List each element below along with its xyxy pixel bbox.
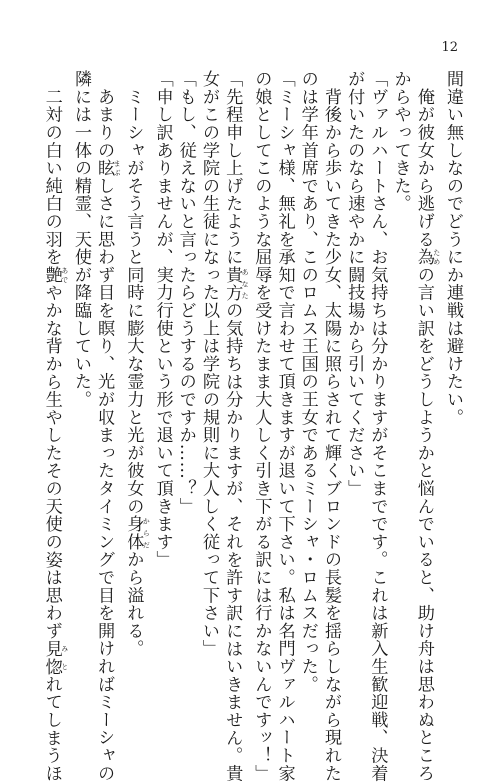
text-line [441, 70, 464, 670]
text-line [197, 70, 220, 670]
page-number: 12 [441, 40, 458, 55]
text-segment: から溢れる。 [123, 550, 144, 658]
text-segment: 背後から歩いてきた少女、太陽に照らされて輝くブロンドの長髪を揺らしながら現れた [320, 70, 341, 782]
text-segment: が付いたのなら速やかに闘技場から引いてください」 [344, 70, 365, 498]
text-segment: しさに思わず目を瞑り、光が収まったタイミングで目を開ければミーシャの [94, 176, 115, 782]
ruby-base: 見惚 [41, 639, 62, 676]
text-segment: ミーシャがそう言うと同時に膨大な霊力と光が彼女の [123, 70, 144, 515]
text-segment: 「先程申し上げたように [222, 70, 243, 266]
text-line [92, 70, 122, 782]
text-segment: からやってきた。 [390, 70, 411, 213]
text-segment: 隣には一体の精霊、天使が降臨していた。 [70, 70, 91, 409]
ruby-word [41, 639, 69, 676]
ruby-reading: ため [432, 248, 441, 266]
text-segment: 「もし、従えないと言ったらどうするのですか……？」 [175, 70, 196, 515]
text-line [150, 70, 173, 670]
text-segment: やかな背から生やしたその天使の姿は思わず [41, 283, 62, 640]
text-line [412, 70, 441, 782]
text-segment: 間違い無しなのでどうにか連戦は避けたい。 [443, 70, 463, 426]
text-segment: 二対の白い純白の羽を [41, 70, 62, 266]
text-line [121, 70, 150, 670]
text-segment: 「申し訳ありませんが、実力行使という形で退いて頂きます」 [152, 70, 173, 569]
text-line [249, 70, 272, 782]
text-line [319, 70, 342, 782]
text-line [388, 70, 411, 670]
text-line [296, 70, 319, 693]
text-line [40, 70, 69, 782]
ruby-base: 貴方 [222, 265, 243, 302]
text-segment: 女がこの学院の生徒になった以上は学院の規則に大人しく従って下さい」 [198, 70, 219, 658]
ruby-word [41, 265, 69, 284]
ruby-word [222, 265, 250, 302]
text-line [272, 70, 295, 782]
body-text [40, 70, 464, 782]
text-segment: の娘としてこのような屈辱を受けたまま大人しく引き下がる訳には行かないんですッ！」 [251, 70, 272, 782]
ruby-word [94, 159, 122, 177]
ruby-word [413, 248, 441, 266]
ruby-base: 身体 [123, 515, 144, 551]
text-line [365, 70, 388, 782]
ruby-reading: まぶ [113, 159, 122, 177]
text-segment: 俺が彼女から逃げる [413, 70, 434, 248]
ruby-base: 艶 [41, 265, 62, 284]
text-segment: れてしまうほ [41, 675, 62, 782]
text-line [220, 70, 250, 782]
text-segment: あまりの [94, 70, 115, 159]
text-segment: 「ヴァルハートさん、お気持ちは分かりますがそこまでです。これは新入生歓迎戦、決着 [367, 70, 388, 782]
text-segment: の言い訳をどうしようかと悩んでいると、助け舟は思わぬところ [413, 265, 434, 782]
ruby-base: 眩 [94, 159, 115, 177]
text-line [69, 70, 92, 670]
ruby-reading: みと [60, 639, 69, 676]
text-segment: 「ミーシャ様、無礼を承知で言わせて頂きますが退いて下さい。私は名門ヴァルハート家 [274, 70, 295, 782]
ruby-reading: あなた [241, 265, 250, 302]
text-line [342, 70, 365, 670]
text-line [174, 70, 197, 670]
ruby-word [123, 515, 151, 551]
ruby-reading: からだ [142, 515, 151, 551]
ruby-reading: あで [60, 265, 69, 284]
text-segment: の気持ちは分かりますが、それを許す訳にはいきません。貴 [222, 301, 243, 782]
ruby-base: 為 [413, 248, 434, 266]
text-segment: のは学年首席であり、このロムス王国の王女であるミーシャ・ロムスだった。 [297, 70, 318, 693]
